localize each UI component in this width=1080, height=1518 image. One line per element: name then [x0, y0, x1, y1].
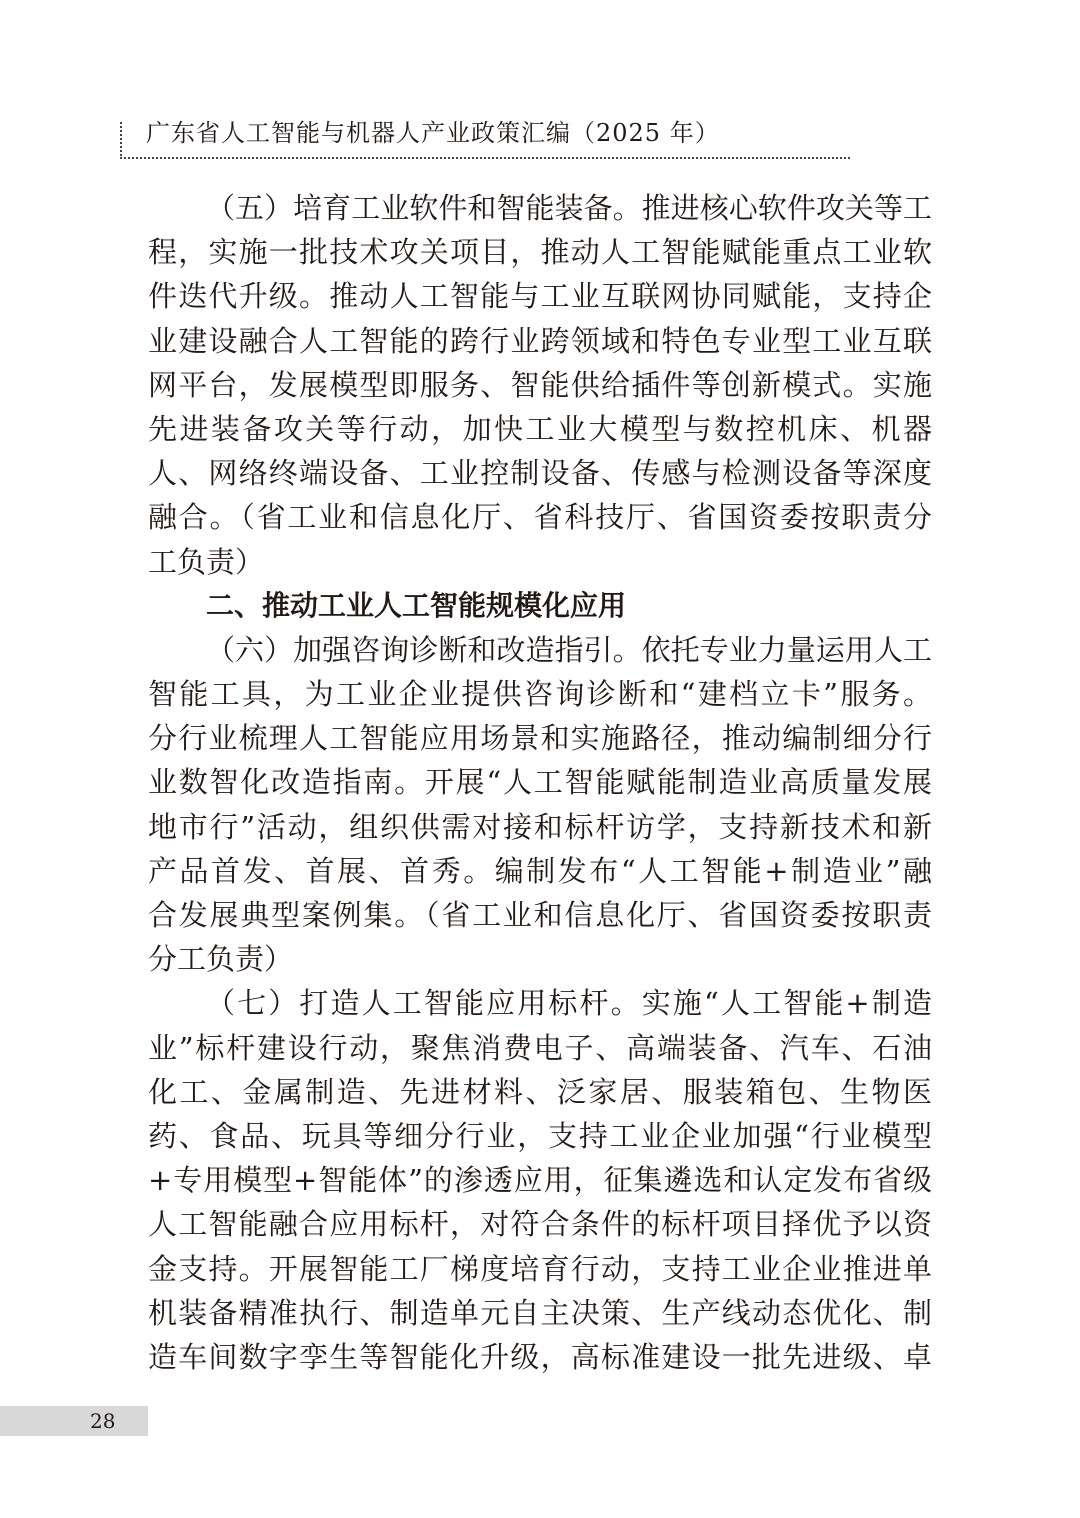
paragraph-line: 件迭代升级。推动人工智能与工业互联网协同赋能，支持企	[148, 279, 932, 314]
running-header-title: 广东省人工智能与机器人产业政策汇编（2025 年）	[146, 119, 720, 147]
paragraph-line: 分行业梳理人工智能应用场景和实施路径，推动编制细分行	[148, 721, 932, 756]
paragraph-line: 业”标杆建设行动，聚焦消费电子、高端装备、汽车、石油	[148, 1030, 932, 1065]
paragraph-line: 人、网络终端设备、工业控制设备、传感与检测设备等深度	[148, 456, 932, 491]
page-number-tab	[0, 1406, 148, 1436]
paragraph-line: 业建设融合人工智能的跨行业跨领域和特色专业型工业互联	[148, 323, 932, 358]
paragraph-line: 造车间数字孪生等智能化升级，高标准建设一批先进级、卓	[148, 1339, 932, 1374]
paragraph-line: 程，实施一批技术攻关项目，推动人工智能赋能重点工业软	[148, 235, 932, 270]
paragraph-line: 网平台，发展模型即服务、智能供给插件等创新模式。实施	[148, 367, 932, 402]
paragraph-line: 融合。（省工业和信息化厅、省科技厅、省国资委按职责分	[148, 500, 932, 535]
header-underline	[120, 157, 850, 159]
paragraph-line: 智能工具，为工业企业提供咨询诊断和“建档立卡”服务。	[148, 677, 932, 712]
paragraph-line: （七）打造人工智能应用标杆。实施“人工智能+制造	[206, 986, 932, 1021]
paragraph-line: 工负责）	[148, 544, 265, 579]
page-number: 28	[90, 1409, 116, 1433]
paragraph-line: 金支持。开展智能工厂梯度培育行动，支持工业企业推进单	[148, 1251, 932, 1286]
paragraph-line: +专用模型+智能体”的渗透应用，征集遴选和认定发布省级	[148, 1163, 932, 1198]
paragraph-line: 合发展典型案例集。（省工业和信息化厅、省国资委按职责	[148, 898, 932, 932]
header-left-rule	[120, 122, 124, 156]
body-text	[148, 186, 932, 1379]
section-heading: 二、推动工业人工智能规模化应用	[206, 588, 627, 622]
paragraph-line: 化工、金属制造、先进材料、泛家居、服装箱包、生物医	[148, 1074, 932, 1109]
paragraph-line: 产品首发、首展、首秀。编制发布“人工智能+制造业”融	[148, 853, 932, 888]
paragraph-line: 人工智能融合应用标杆，对符合条件的标杆项目择优予以资	[148, 1207, 932, 1242]
paragraph-line: 先进装备攻关等行动，加快工业大模型与数控机床、机器	[148, 411, 932, 446]
paragraph-line: （六）加强咨询诊断和改造指引。依托专业力量运用人工	[206, 632, 932, 667]
paragraph-line: （五）培育工业软件和智能装备。推进核心软件攻关等工	[206, 191, 932, 225]
paragraph-line: 机装备精准执行、制造单元自主决策、生产线动态优化、制	[148, 1295, 932, 1330]
paragraph-line: 分工负责）	[148, 942, 294, 977]
paragraph-line: 药、食品、玩具等细分行业，支持工业企业加强“行业模型	[148, 1118, 932, 1153]
paragraph-line: 业数智化改造指南。开展“人工智能赋能制造业高质量发展	[148, 765, 932, 800]
paragraph-line: 地市行”活动，组织供需对接和标杆访学，支持新技术和新	[148, 809, 932, 844]
